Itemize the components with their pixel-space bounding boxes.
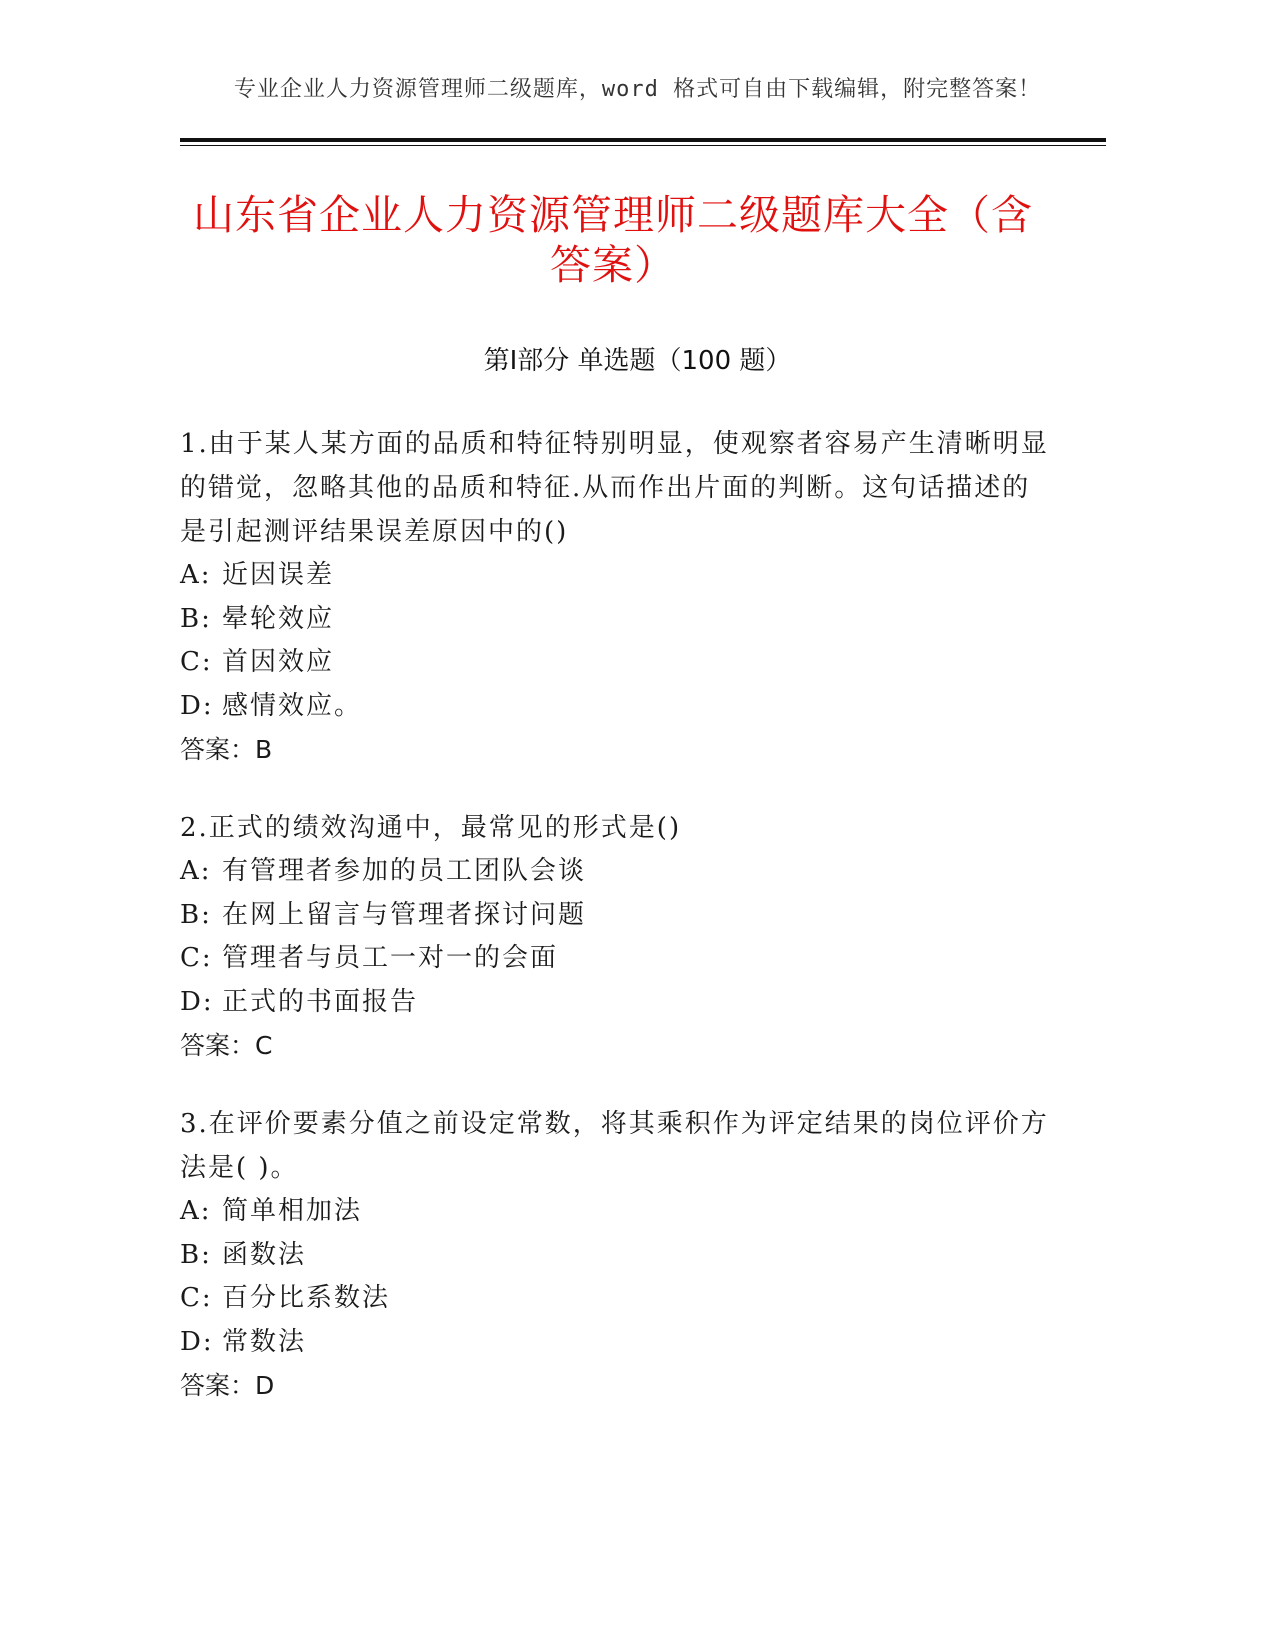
option-letter: D: xyxy=(180,690,214,721)
option-letter: C: xyxy=(180,1283,213,1313)
option-text: 简单相加法 xyxy=(222,1196,363,1226)
option-c xyxy=(180,641,1050,685)
option-letter: D: xyxy=(180,1326,214,1357)
option-letter: A: xyxy=(180,856,212,886)
answer-line: 答案：D xyxy=(180,1371,275,1400)
option-a xyxy=(180,554,1050,598)
option-text: 函数法 xyxy=(222,1239,307,1270)
option-text: 正式的书面报告 xyxy=(222,986,419,1017)
header-rule-thick xyxy=(180,138,1106,142)
question-stem: 1.由于某人某方面的品质和特征特别明显，使观察者容易产生清晰明显的错觉，忽略其他的品质和特征.从而作出片面的判断。这句话描述的是引起测评结果误差原因中的() xyxy=(180,429,1049,547)
question-stem: 2.正式的绩效沟通中，最常见的形式是() xyxy=(180,813,682,843)
option-letter: B: xyxy=(180,899,212,930)
question-2 xyxy=(180,806,1050,1068)
option-c xyxy=(180,1277,1050,1321)
option-text: 有管理者参加的员工团队会谈 xyxy=(222,856,587,886)
option-text: 百分比系数法 xyxy=(222,1283,391,1313)
option-b xyxy=(180,1234,1050,1278)
header-note: 专业企业人力资源管理师二级题库，word 格式可自由下载编辑，附完整答案！ xyxy=(233,77,1042,102)
answer-line: 答案：C xyxy=(180,1031,273,1060)
option-a xyxy=(180,850,1050,894)
option-text: 首因效应 xyxy=(222,647,335,677)
answer-line: 答案：B xyxy=(180,735,273,764)
option-c xyxy=(180,937,1050,981)
question-1 xyxy=(180,422,1050,772)
option-text: 近因误差 xyxy=(222,560,335,590)
option-a xyxy=(180,1190,1050,1234)
section-title: 第Ⅰ部分 单选题（100 题） xyxy=(483,346,792,376)
option-text: 晕轮效应 xyxy=(222,603,335,634)
question-3 xyxy=(180,1102,1050,1408)
option-b xyxy=(180,598,1050,642)
header-rule-thin xyxy=(180,145,1106,146)
option-letter: B: xyxy=(180,1239,212,1270)
option-b xyxy=(180,894,1050,938)
document-title: 山东省企业人力资源管理师二级题库大全（含答案） xyxy=(193,191,1033,289)
option-letter: C: xyxy=(180,647,213,677)
option-letter: B: xyxy=(180,603,212,634)
option-text: 管理者与员工一对一的会面 xyxy=(222,943,559,973)
option-text: 在网上留言与管理者探讨问题 xyxy=(222,899,587,930)
option-letter: C: xyxy=(180,943,213,973)
option-d xyxy=(180,685,1050,729)
option-letter: A: xyxy=(180,1196,212,1226)
option-d xyxy=(180,1321,1050,1365)
question-list xyxy=(180,422,1050,1442)
option-letter: A: xyxy=(180,560,212,590)
option-d xyxy=(180,981,1050,1025)
question-stem: 3.在评价要素分值之前设定常数，将其乘积作为评定结果的岗位评价方法是( )。 xyxy=(180,1109,1049,1183)
option-text: 感情效应。 xyxy=(222,690,363,721)
option-text: 常数法 xyxy=(222,1326,307,1357)
option-letter: D: xyxy=(180,986,214,1017)
